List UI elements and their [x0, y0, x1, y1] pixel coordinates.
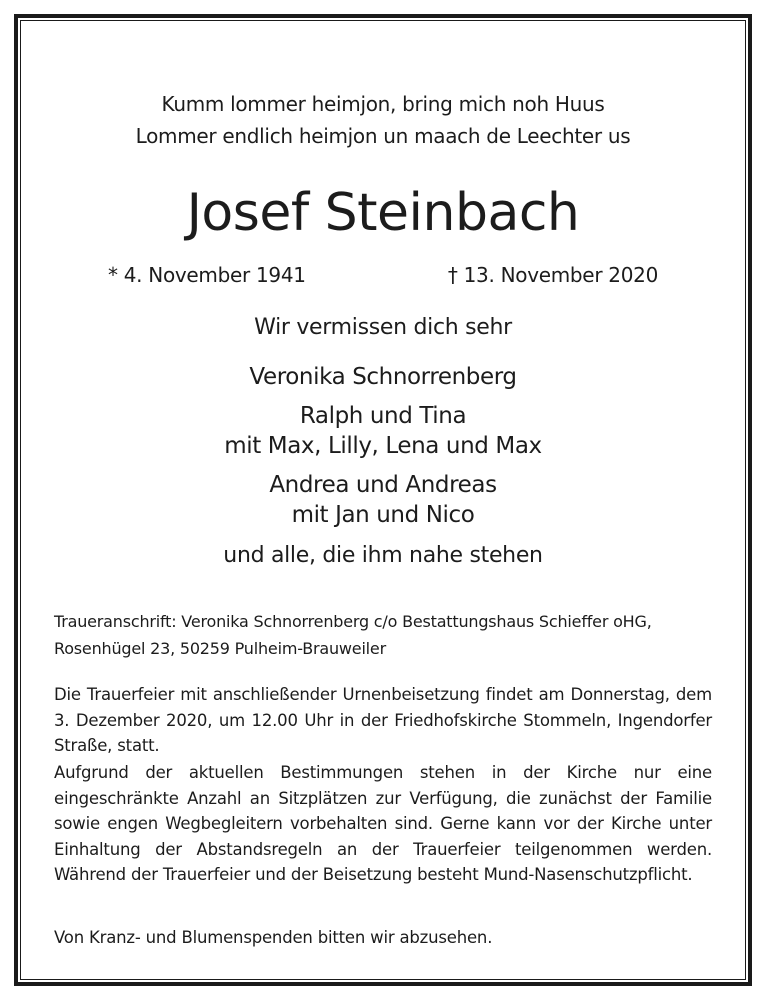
motto: [54, 88, 712, 152]
motto-line-2: Lommer endlich heimjon un maach de Leechter us: [135, 124, 631, 148]
mourning-address: [54, 608, 712, 662]
flowers-paragraph: Von Kranz- und Blumenspenden bitten wir abzusehen.: [54, 928, 493, 947]
ceremony-paragraph: Die Trauerfeier mit anschließender Urnenbeisetzung findet am Donnerstag, dem 3. Dezember 2020, um 12.00 Uhr in der Friedhofskirche Stommeln, Ingendorfer Straße, statt.: [54, 685, 712, 755]
family-line-3: mit Max, Lilly, Lena und Max: [224, 433, 542, 459]
family-line-4: Andrea und Andreas: [269, 471, 497, 498]
address-line-2: Rosenhügel 23, 50259 Pulheim-Brauweiler: [54, 639, 386, 658]
motto-line-1: Kumm lommer heimjon, bring mich noh Huus: [161, 92, 605, 116]
family-members: [54, 362, 712, 531]
regulations-paragraph: Aufgrund der aktuellen Bestimmungen stehen in der Kirche nur eine eingeschränkte Anzahl an Sitzplätzen zur Verfügung, die zunächst der Familie sowie engen Wegbegleitern vorbehalten sind. Gerne kann vor der Kirche unter Einhaltung der Abstandsregeln an der Trauerfeier teilgenommen werden. Während der Trauerfeier und der Beisetzung besteht Mund-Nasenschutzpflicht.: [54, 763, 712, 884]
address-line-1: Traueranschrift: Veronika Schnorrenberg c/o Bestattungshaus Schieffer oHG,: [54, 612, 652, 631]
others-line: und alle, die ihm nahe stehen: [223, 543, 543, 568]
farewell-message: Wir vermissen dich sehr: [254, 315, 512, 340]
family-line-2: Ralph und Tina: [299, 402, 467, 429]
family-line-5: mit Jan und Nico: [291, 502, 475, 528]
death-date: † 13. November 2020: [447, 263, 658, 287]
birth-date: * 4. November 1941: [108, 263, 306, 287]
family-line-1: Veronika Schnorrenberg: [249, 364, 517, 390]
deceased-name: Josef Steinbach: [186, 183, 580, 243]
obituary-notice: [54, 0, 712, 1000]
